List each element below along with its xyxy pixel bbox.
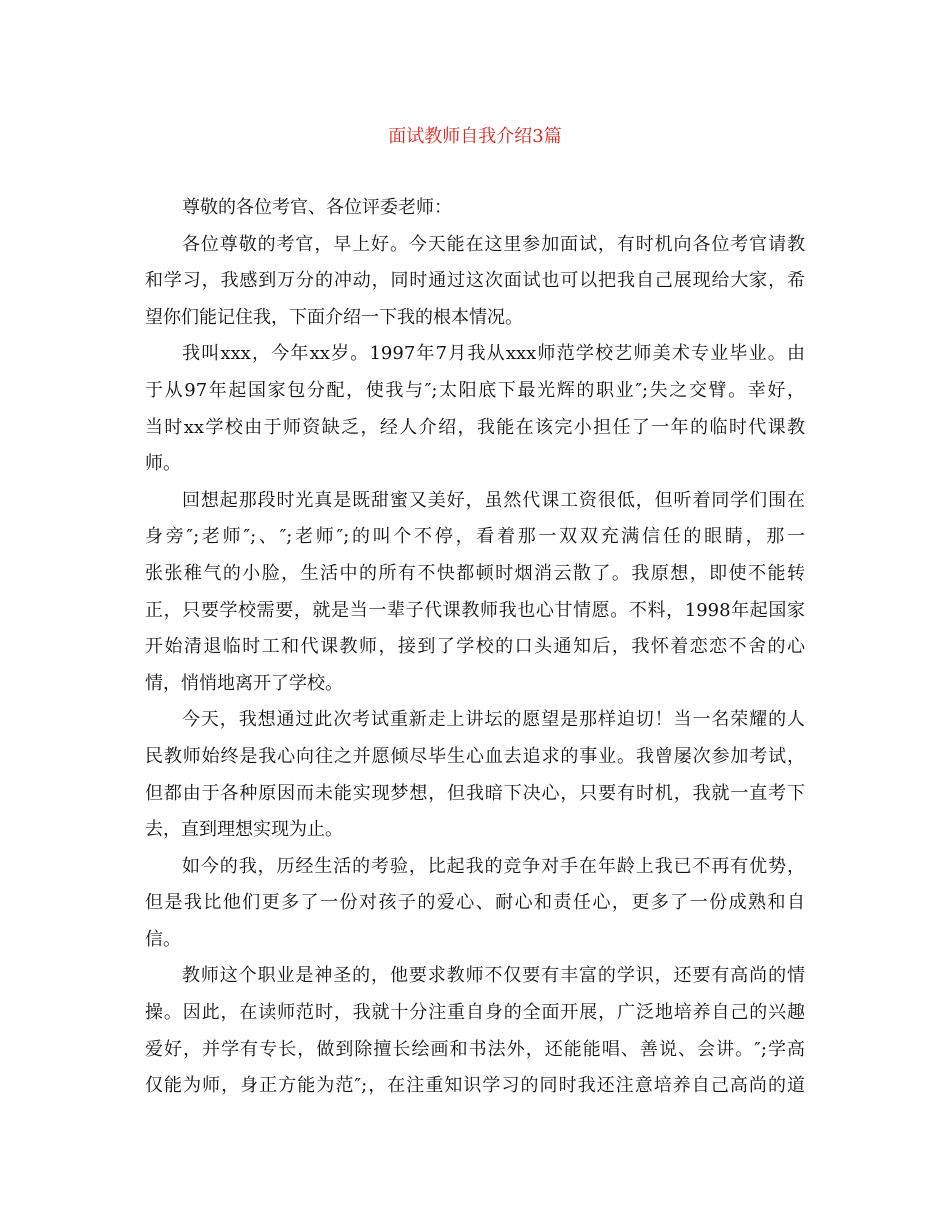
text-line: 仅能为师，身正方能为范″;，在注重知识学习的同时我还注意培养自己高尚的道 [145, 1075, 805, 1097]
text-line: 正，只要学校需要，就是当一辈子代课教师我也心甘情愿。不料，1998年起国家 [145, 599, 805, 621]
text-line: 教师这个职业是神圣的，他要求教师不仅要有丰富的学识，还要有高尚的情 [182, 965, 805, 987]
text-line: 身旁″;老师″;、″;老师″;的叫个不停，看着那一双双充满信任的眼睛，那一 [145, 526, 805, 548]
text-line: 但都由于各种原因而未能实现梦想，但我暗下决心，只要有时机，我就一直考下 [145, 782, 805, 804]
text-line: 民教师始终是我心向往之并愿倾尽毕生心血去追求的事业。我曾屡次参加考试， [145, 745, 805, 767]
text-line: 今天，我想通过此次考试重新走上讲坛的愿望是那样迫切！当一名荣耀的人 [182, 709, 805, 731]
text-line: 爱好，并学有专长，做到除擅长绘画和书法外，还能能唱、善说、会讲。″;学高 [145, 1038, 805, 1060]
text-line: 于从97年起国家包分配，使我与″;太阳底下最光辉的职业″;失之交臂。幸好， [145, 379, 805, 401]
text-line: 信。 [145, 928, 181, 950]
document-body [145, 190, 805, 1105]
text-line: 但是我比他们更多了一份对孩子的爱心、耐心和责任心，更多了一份成熟和自 [145, 892, 805, 914]
text-line: 开始清退临时工和代课教师，接到了学校的口头通知后，我怀着恋恋不舍的心 [145, 636, 805, 658]
text-line: 望你们能记住我，下面介绍一下我的根本情况。 [145, 306, 523, 328]
text-line: 和学习，我感到万分的冲动，同时通过这次面试也可以把我自己展现给大家，希 [145, 270, 805, 292]
text-line: 操。因此，在读师范时，我就十分注重自身的全面开展，广泛地培养自己的兴趣 [145, 1002, 805, 1024]
text-line: 尊敬的各位考官、各位评委老师： [182, 197, 452, 218]
text-line: 回想起那段时光真是既甜蜜又美好，虽然代课工资很低，但听着同学们围在 [182, 489, 805, 511]
text-line: 情，悄悄地离开了学校。 [145, 672, 343, 694]
text-line: 去，直到理想实现为止。 [145, 819, 343, 841]
text-line: 各位尊敬的考官，早上好。今天能在这里参加面试，有时机向各位考官请教 [182, 233, 805, 255]
text-line: 如今的我，历经生活的考验，比起我的竞争对手在年龄上我已不再有优势， [182, 855, 805, 877]
text-line: 当时xx学校由于师资缺乏，经人介绍，我能在该完小担任了一年的临时代课教 [145, 416, 805, 438]
text-line: 张张稚气的小脸，生活中的所有不快都顿时烟消云散了。我原想，即使不能转 [145, 562, 805, 584]
document-title: 面试教师自我介绍3篇 [388, 126, 562, 147]
text-line: 我叫xxx，今年xx岁。1997年7月我从xxx师范学校艺师美术专业毕业。由 [182, 343, 805, 365]
text-line: 师。 [145, 453, 181, 475]
